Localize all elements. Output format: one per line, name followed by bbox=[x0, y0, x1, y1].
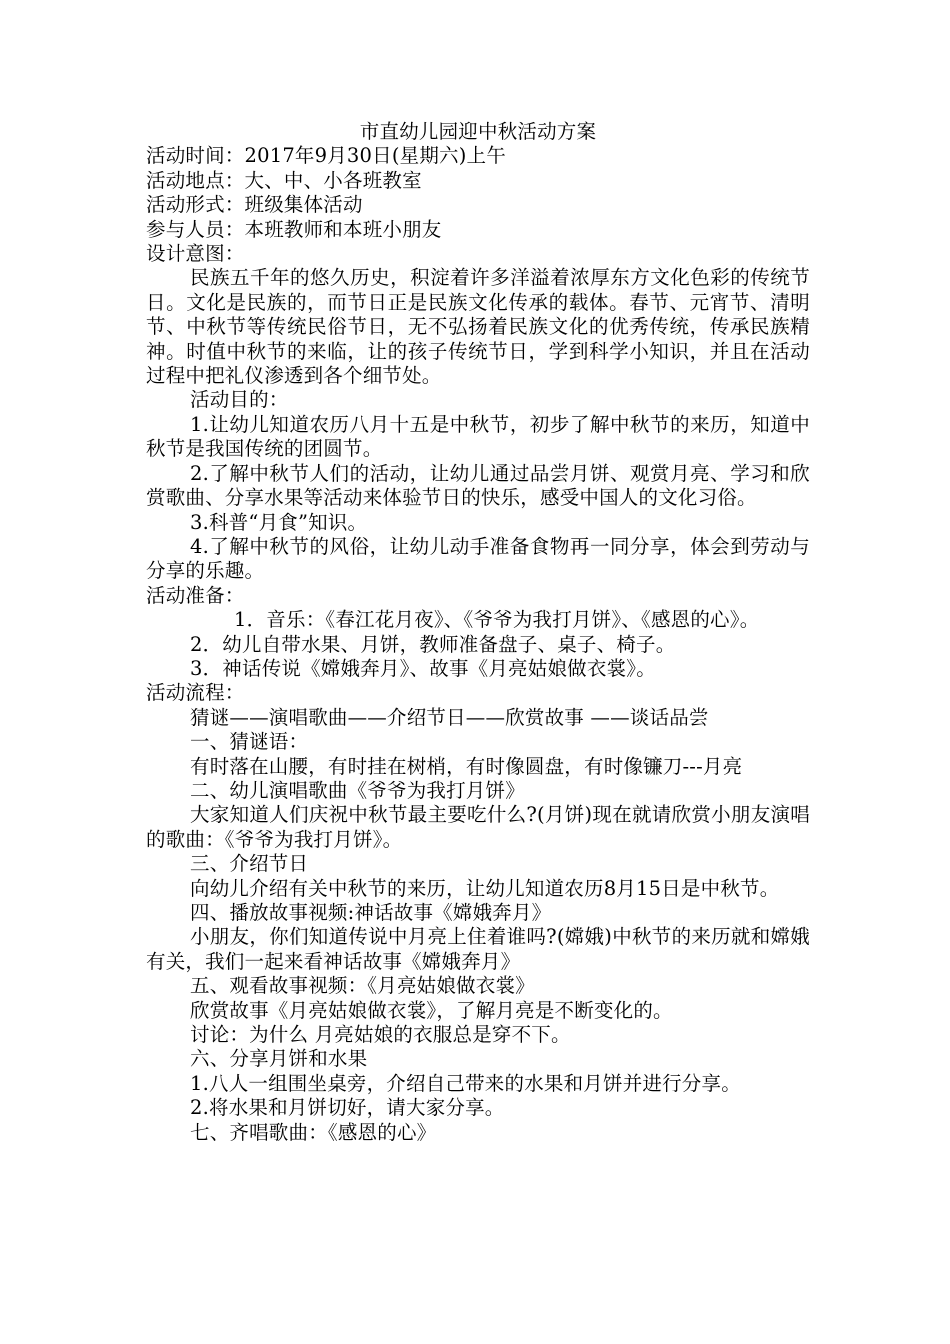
meta-location: 活动地点：大、中、小各班教室 bbox=[146, 168, 422, 192]
section-heading: 三、介绍节日 bbox=[190, 852, 309, 876]
prep-item: 2．幼儿自带水果、月饼，教师准备盘子、桌子、椅子。 bbox=[190, 632, 676, 656]
document-page bbox=[146, 120, 810, 1145]
section-heading: 六、分享月饼和水果 bbox=[190, 1047, 368, 1071]
goals-heading: 活动目的： bbox=[190, 388, 289, 412]
section-body: 大家知道人们庆祝中秋节最主要吃什么?(月饼)现在就请欣赏小朋友演唱的歌曲：《爷爷为我打月饼》。 bbox=[146, 803, 810, 851]
section-heading: 一、猜谜语： bbox=[190, 730, 309, 754]
design-intent-heading: 设计意图： bbox=[146, 242, 245, 266]
prep-item: 1．音乐：《春江花月夜》、《爷爷为我打月饼》、《感恩的心》。 bbox=[234, 608, 760, 632]
goal-item: 2.了解中秋节人们的活动，让幼儿通过品尝月饼、观赏月亮、学习和欣赏歌曲、分享水果等活动来体验节日的快乐，感受中国人的文化习俗。 bbox=[146, 461, 810, 510]
document-title: 市直幼儿园迎中秋活动方案 bbox=[359, 120, 597, 143]
prep-item: 3．神话传说《嫦娥奔月》、故事《月亮姑娘做衣裳》。 bbox=[190, 656, 656, 680]
section-body: 小朋友，你们知道传说中月亮上住着谁吗?(嫦娥)中秋节的来历就和嫦娥有关，我们一起来看神话故事《嫦娥奔月》 bbox=[146, 925, 810, 973]
section-body: 有时落在山腰，有时挂在树梢，有时像圆盘，有时像镰刀---月亮 bbox=[190, 754, 743, 778]
meta-participants: 参与人员：本班教师和本班小朋友 bbox=[146, 217, 442, 241]
section-heading: 二、幼儿演唱歌曲《爷爷为我打月饼》 bbox=[190, 778, 525, 802]
section-body: 讨论：为什么 月亮姑娘的衣服总是穿不下。 bbox=[190, 1023, 571, 1047]
goal-item: 1.让幼儿知道农历八月十五是中秋节，初步了解中秋节的来历，知道中秋节是我国传统的团圆节。 bbox=[146, 412, 810, 461]
prep-heading: 活动准备： bbox=[146, 583, 245, 607]
meta-time: 活动时间：2017年9月30日(星期六)上午 bbox=[146, 144, 506, 168]
section-body: 1.八人一组围坐桌旁，介绍自己带来的水果和月饼并进行分享。 bbox=[190, 1071, 741, 1095]
flow-heading: 活动流程： bbox=[146, 681, 245, 705]
section-body: 欣赏故事《月亮姑娘做衣裳》，了解月亮是不断变化的。 bbox=[190, 998, 673, 1022]
section-heading: 四、播放故事视频:神话故事《嫦娥奔月》 bbox=[190, 901, 552, 924]
goal-item: 4.了解中秋节的风俗，让幼儿动手准备食物再一同分享，体会到劳动与分享的乐趣。 bbox=[146, 534, 810, 583]
section-heading: 五、观看故事视频：《月亮姑娘做衣裳》 bbox=[190, 974, 535, 998]
section-heading: 七、齐唱歌曲：《感恩的心》 bbox=[190, 1120, 437, 1144]
section-body: 向幼儿介绍有关中秋节的来历，让幼儿知道农历8月15日是中秋节。 bbox=[190, 876, 780, 900]
meta-format: 活动形式：班级集体活动 bbox=[146, 193, 363, 217]
goal-item: 3.科普“月食”知识。 bbox=[190, 510, 368, 534]
section-body: 2.将水果和月饼切好，请大家分享。 bbox=[190, 1096, 505, 1120]
flow-summary: 猜谜——演唱歌曲——介绍节日——欣赏故事 ——谈话品尝 bbox=[190, 705, 709, 729]
design-intent-paragraph: 民族五千年的悠久历史，积淀着许多洋溢着浓厚东方文化色彩的传统节日。文化是民族的，而节日正是民族文化传承的载体。春节、元宵节、清明节、中秋节等传统民俗节日，无不弘扬着民族文化的优秀传统，传承民族精神。时值中秋节的来临，让的孩子传统节日，学到科学小知识，并且在活动过程中把礼仪渗透到各个细节处。 bbox=[146, 266, 810, 388]
